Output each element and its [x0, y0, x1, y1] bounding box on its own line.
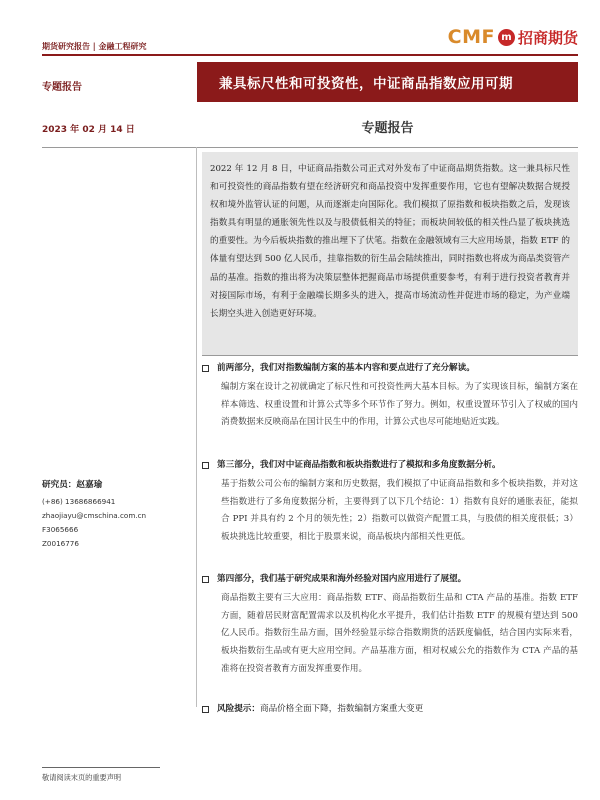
column-divider: [196, 147, 197, 707]
logo-emblem-icon: m: [498, 29, 515, 46]
section-body-1: 编制方案在设计之初就确定了标尺性和可投资性两大基本目标。为了实现该目标，编制方案在样本筛选、权重设置和计算公式等多个环节作了努力。例如，权重设置环节引入了权威的国内消费数据来反映商品在国计民生中的作用，计算公式也尽可能地贴近实践。: [221, 382, 578, 428]
section-heading-text: 第四部分，我们基于研究成果和海外经验对国内应用进行了展望。: [217, 574, 467, 584]
checkbox-bullet-icon: [202, 706, 209, 713]
analyst-email[interactable]: zhaojiayu@cmschina.com.cn: [42, 511, 147, 520]
logo-cn-text: 招商期货: [517, 28, 578, 47]
title-band: [197, 62, 578, 102]
report-type-label: 专题报告: [42, 82, 82, 93]
logo-cmf-text: CMF: [447, 26, 495, 48]
report-title: 兼具标尺性和可投资性，中证商品指数应用可期: [219, 76, 513, 92]
section-body-3: 商品指数主要有三大应用：商品指数 ETF、商品指数衍生品和 CTA 产品的基准。指数 ETF 方面，随着居民财富配置需求以及机构化水平提升，我们估计指数 ETF 的规模有望达到 500 亿人民币。指数衍生品方面，国外经验显示综合指数期货的活跃度偏低，结合国内实际来看，板块指数衍生品或有更大应用空间。产品基准方面，相对权威公允的指数作为 CTA 产品的基准将在投资者教育方面发挥重要作用。: [221, 593, 578, 674]
footer-rule: [42, 767, 160, 768]
analyst-name: 研究员：赵嘉瑜: [42, 480, 103, 490]
analyst-license-2: Z0016776: [42, 539, 79, 548]
header-rule: [42, 54, 578, 56]
risk-text: 商品价格全面下降，指数编制方案重大变更: [259, 704, 424, 714]
section-body-2: 基于指数公司公布的编制方案和历史数据，我们模拟了中证商品指数和多个板块指数，并对这些指数进行了多角度数据分析，主要得到了以下几个结论：1）指数有良好的通胀表征，能拟合 PPI 并具有约 2 个月的领先性；2）指数可以做资产配置工具，与股债的相关度很低；3）板块挑选比较重要，相比于股票来说，商品板块内部相关性更低。: [221, 479, 578, 543]
report-kind-heading: 专题报告: [361, 121, 414, 136]
abstract-box: 2022 年 12 月 8 日，中证商品指数公司正式对外发布了中证商品期货指数。这一兼具标尺性和可投资性的商品指数有望在经济研究和商品投资中发挥重要作用，它也有望解决数据合规授权和境外监管认证的问题，从而逐渐走向国际化。我们模拟了原指数和板块指数之后，发现该指数具有明显的通胀领先性以及与股债低相关的特征；而板块间较低的相关性凸显了板块挑选的重要性。为今后板块指数的推出埋下了伏笔。指数在金融领域有三大应用场景，指数 ETF 的体量有望达到 500 亿人民币，挂靠指数的衍生品会陆续推出，同时指数也将成为商品类资管产品的基准。指数的推出将为决策层整体把握商品市场提供重要参考，有利于进行投资者教育并对接国际市场，有利于金融端长期多头的进入，提高市场流动性并促进市场的稳定，为产业端长期空头进入创造更好环境。: [202, 152, 578, 355]
report-series-label: 期货研究报告 | 金融工程研究: [42, 41, 147, 51]
header-divider: [42, 147, 578, 148]
abstract-rule: [202, 355, 578, 356]
risk-warning: [202, 703, 423, 716]
risk-label: 风险提示：: [217, 704, 260, 714]
section-heading-3: [202, 573, 466, 586]
section-heading-2: [202, 459, 501, 472]
section-heading-1: [202, 362, 475, 375]
report-date: 2023 年 02 月 14 日: [42, 125, 135, 135]
checkbox-bullet-icon: [202, 576, 209, 583]
section-heading-text: 前两部分，我们对指数编制方案的基本内容和要点进行了充分解读。: [217, 363, 475, 373]
analyst-phone: (+86) 13686866941: [42, 497, 116, 506]
footer-disclaimer-note: 敬请阅读末页的重要声明: [42, 773, 122, 782]
section-heading-text: 第三部分，我们对中证商品指数和板块指数进行了模拟和多角度数据分析。: [217, 460, 501, 470]
analyst-license-1: F3065666: [42, 525, 79, 534]
checkbox-bullet-icon: [202, 462, 209, 469]
checkbox-bullet-icon: [202, 365, 209, 372]
company-logo: [448, 26, 578, 48]
